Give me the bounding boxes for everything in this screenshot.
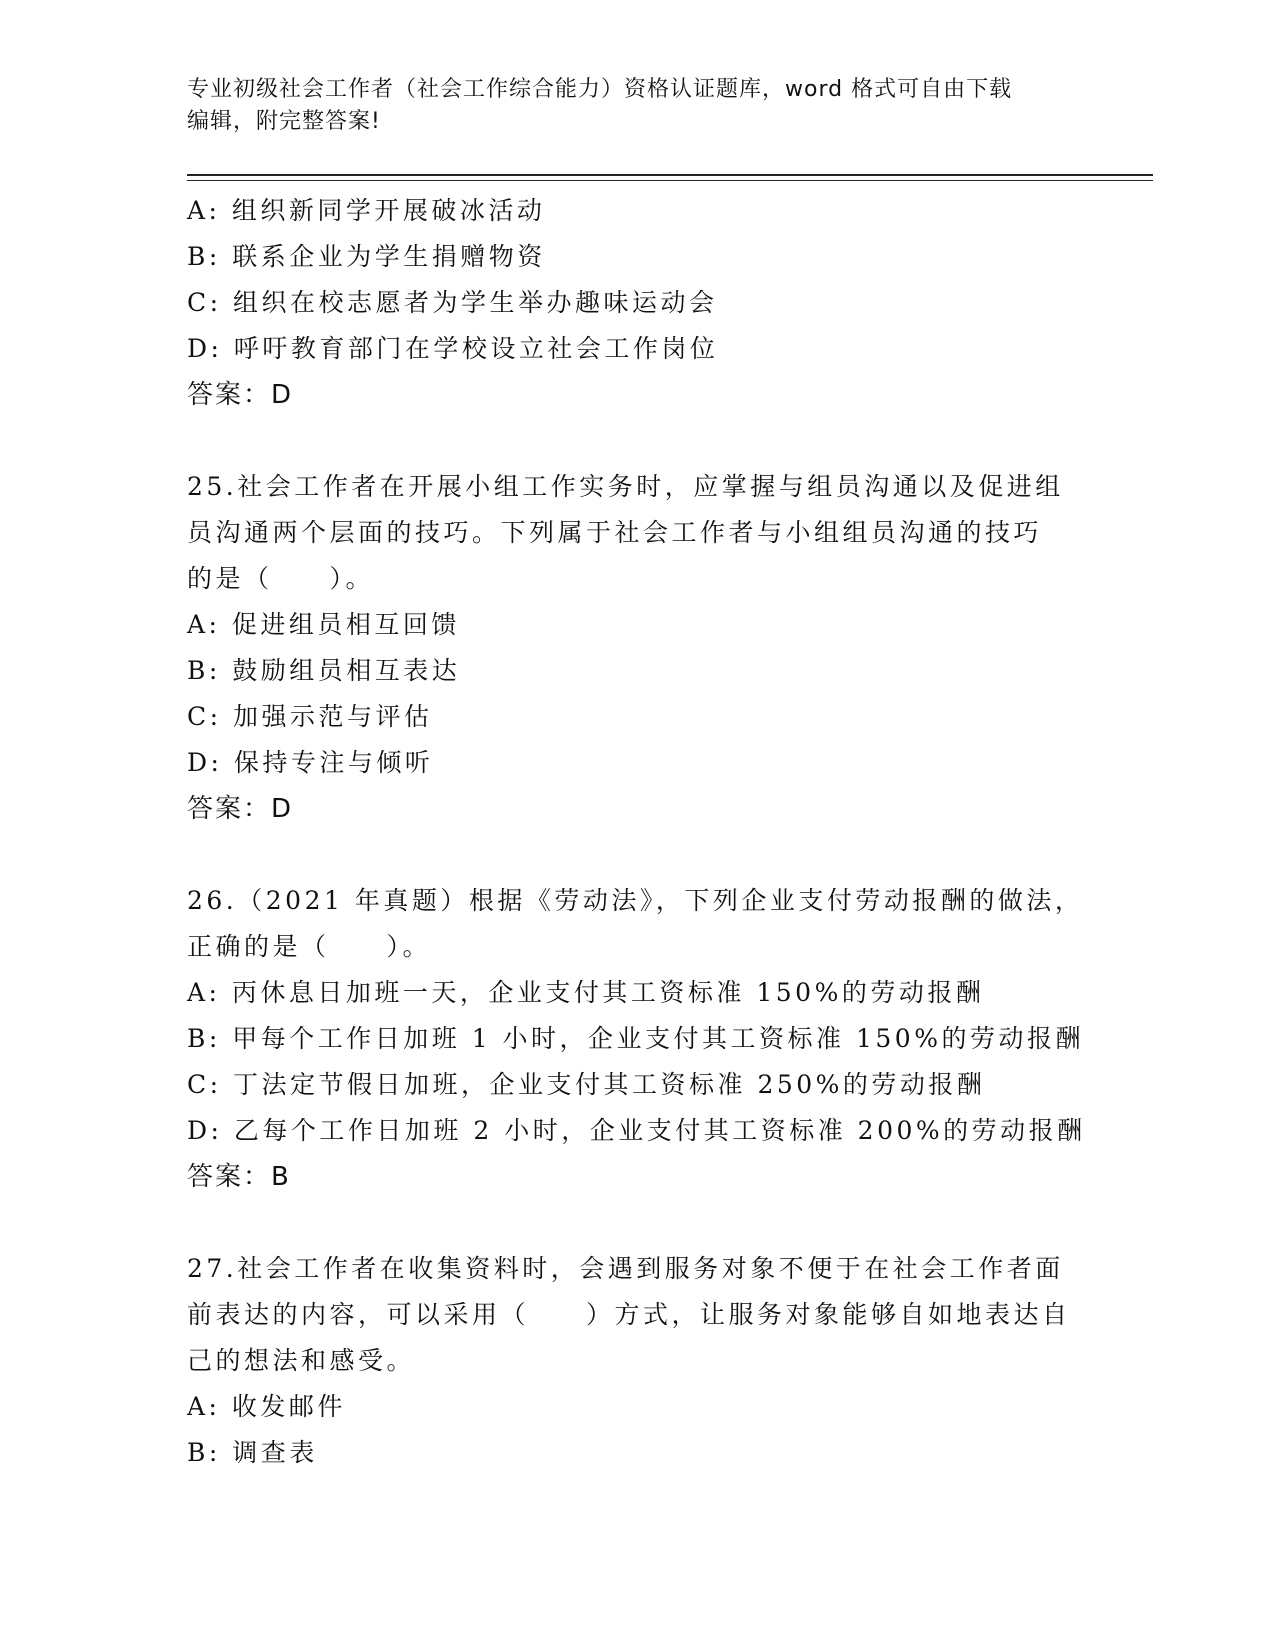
question-stem-line: 员沟通两个层面的技巧。下列属于社会工作者与小组组员沟通的技巧 [187, 518, 1043, 547]
option-a: A: 收发邮件 [187, 1392, 346, 1421]
question-content [187, 188, 1087, 1476]
question-26 [187, 878, 1087, 1200]
header-rule-thick [187, 174, 1153, 176]
header-line-1: 专业初级社会工作者（社会工作综合能力）资格认证题库，word 格式可自由下载 [187, 77, 1013, 102]
option-d: D: 保持专注与倾听 [187, 748, 434, 777]
option-c: C: 丁法定节假日加班，企业支付其工资标准 250%的劳动报酬 [187, 1070, 986, 1099]
question-stem-line: 己的想法和感受。 [187, 1346, 416, 1375]
header-rule-thin [187, 180, 1153, 181]
question-stem-line: 的是（ ）。 [187, 564, 375, 593]
option-a: A: 组织新同学开展破冰活动 [187, 196, 546, 225]
option-b: B: 调查表 [187, 1438, 318, 1467]
option-b: B: 甲每个工作日加班 1 小时，企业支付其工资标准 150%的劳动报酬 [187, 1024, 1084, 1053]
option-c: C: 组织在校志愿者为学生举办趣味运动会 [187, 288, 718, 317]
question-stem-line: 26.（2021 年真题）根据《劳动法》，下列企业支付劳动报酬的做法， [187, 886, 1084, 915]
document-header [187, 74, 1087, 138]
option-c: C: 加强示范与评估 [187, 702, 433, 731]
spacer [187, 418, 1087, 464]
option-b: B: 鼓励组员相互表达 [187, 656, 461, 685]
spacer [187, 1200, 1087, 1246]
answer-label: 答案：B [187, 1162, 291, 1192]
question-stem-line: 前表达的内容，可以采用（ ）方式，让服务对象能够自如地表达自 [187, 1300, 1071, 1329]
question-stem-line: 27.社会工作者在收集资料时，会遇到服务对象不便于在社会工作者面 [187, 1254, 1064, 1283]
question-24-options [187, 188, 1087, 418]
option-a: A: 促进组员相互回馈 [187, 610, 460, 639]
question-stem-line: 正确的是（ ）。 [187, 932, 432, 961]
option-d: D: 呼吁教育部门在学校设立社会工作岗位 [187, 334, 719, 363]
option-a: A: 丙休息日加班一天，企业支付其工资标准 150%的劳动报酬 [187, 978, 985, 1007]
option-b: B: 联系企业为学生捐赠物资 [187, 242, 546, 271]
answer-label: 答案：D [187, 380, 294, 410]
spacer [187, 832, 1087, 878]
answer-label: 答案：D [187, 794, 294, 824]
option-d: D: 乙每个工作日加班 2 小时，企业支付其工资标准 200%的劳动报酬 [187, 1116, 1086, 1145]
header-line-2: 编辑，附完整答案! [187, 109, 381, 134]
question-27 [187, 1246, 1087, 1476]
question-stem-line: 25.社会工作者在开展小组工作实务时，应掌握与组员沟通以及促进组 [187, 472, 1064, 501]
question-25 [187, 464, 1087, 832]
